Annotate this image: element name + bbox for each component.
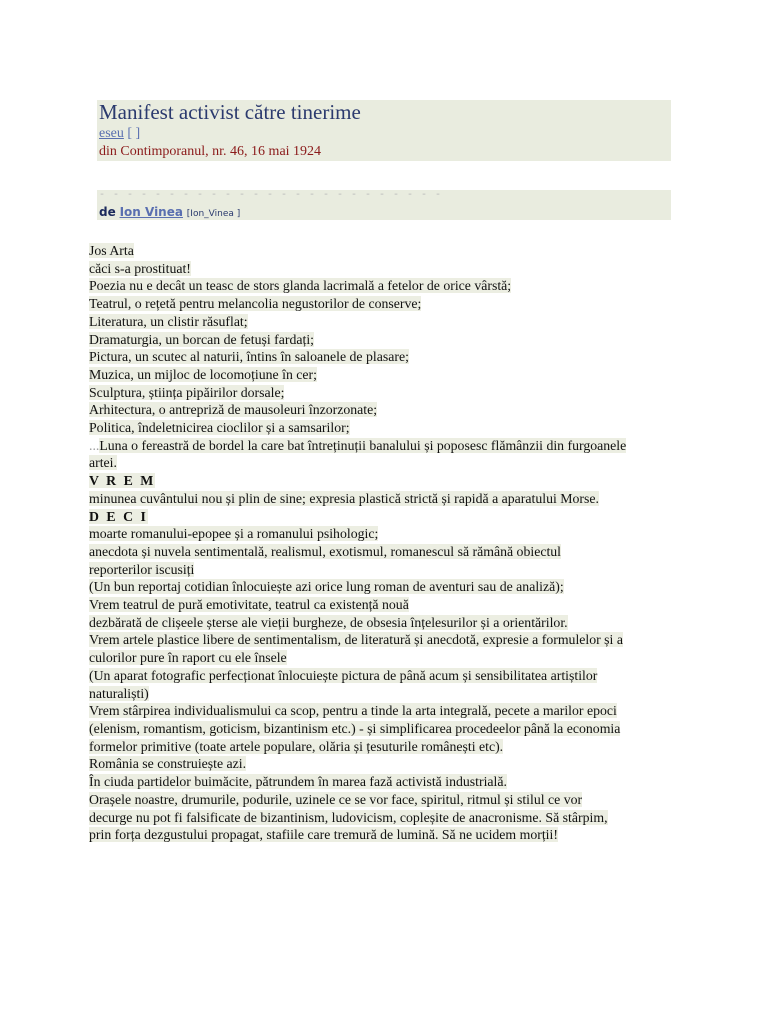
text-line: formelor primitive (toate artele populare, olăria și țesuturile românești etc). [89,738,504,754]
text-line: Pictura, un scutec al naturii, întins în saloanele de plasare; [89,349,409,365]
text-line: anecdota și nuvela sentimentală, realismul, exotismul, romanescul să rămână obiectul [89,543,562,559]
text-line: Poezia nu e decât un teasc de stors glanda lacrimală a fetelor de orice vârstă; [89,278,512,294]
text-line: Vrem artele plastice libere de sentimentalism, de literatură și anecdotă, expresie a formulelor și a [89,632,623,648]
text-line: Muzica, un mijloc de locomoțiune în cer; [89,366,317,382]
text-line: (elenism, romantism, goticism, bizantinism etc.) - și simplificarea procedeelor până la economia [89,720,621,736]
ellipsis-mark: ... [89,437,100,453]
text-line: Politica, îndeletnicirea cioclilor și a samsarilor; [89,420,350,436]
text-line: minunea cuvântului nou și plin de sine; expresia plastică strictă și rapidă a aparatului Morse. [89,490,599,506]
text-line: dezbărată de clișeele șterse ale vieții burgheze, de obsesia înțelesurilor și a orientărilor. [89,614,568,630]
section-heading: V R E M [89,473,156,489]
text-line: (Un aparat fotografic perfecționat înlocuiește pictura de până acum și sensibilitatea artiștilor [89,667,598,683]
text-line: (Un bun reportaj cotidian înlocuiește azi orice lung roman de aventuri sau de analiză); [89,579,564,595]
author-link[interactable]: Ion Vinea [119,205,183,219]
text-line: reporterilor iscusiți [89,561,195,577]
text-line: decurge nu pot fi falsificate de bizantinism, ludovicism, copleșite de anacronisme. Să stârpim, [89,809,608,825]
text-line: prin forța dezgustului propagat, stafiile care tremură de lumină. Să ne ucidem morții! [89,827,558,843]
text-line: Orașele noastre, drumurile, podurile, uzinele ce se vor face, spiritul, ritmul și stilul ce vor [89,791,583,807]
text-line: România se construiește azi. [89,756,247,772]
source-citation: din Contimporanul, nr. 46, 16 mai 1924 [99,144,322,159]
text-line: Jos Arta [89,243,134,258]
text-line: căci s-a prostituat! [89,260,191,276]
text-line: artei. [89,455,117,471]
text-line: Sculptura, știința pipăirilor dorsale; [89,384,285,400]
article-title: Manifest activist către tinerime [99,100,361,124]
author-box [97,190,671,220]
text-line: moarte romanului-epopee și a romanului psihologic; [89,526,379,542]
text-line: În ciuda partidelor buimăcite, pătrundem în marea fază activistă industrială. [89,774,507,790]
genre-bracket: [ ] [127,126,141,141]
section-heading: D E C I [89,508,148,524]
text-line: Vrem teatrul de pură emotivitate, teatrul ca existență nouă [89,597,409,613]
author-tag: [Ion_Vinea ] [186,209,241,219]
text-line: Teatrul, o rețetă pentru melancolia negustorilor de conserve; [89,296,422,312]
genre-link[interactable]: eseu [99,126,124,141]
genre-line [99,126,140,142]
text-line: ...Luna o fereastră de bordel la care bat întreținuții banalului și poposesc flămânzii din furgoanele [89,437,627,453]
text-line: Arhitectura, o antrepriză de mausoleuri înzorzonate; [89,402,378,418]
dashed-separator: - - - - - - - - - - - - - - - - - - - - - - - - - [99,190,443,201]
manifesto-text [89,242,689,844]
byline [99,205,240,219]
text-line: Vrem stârpirea individualismului ca scop, pentru a tinde la arta integrală, pecete a marilor epoci [89,703,617,719]
text-line: Literatura, un clistir răsuflat; [89,313,248,329]
text-line: naturaliști) [89,685,149,701]
article-header [97,100,671,161]
text-line: culorilor pure în raport cu ele însele [89,650,287,666]
text-line: Dramaturgia, un borcan de fetuși fardați; [89,331,315,347]
byline-prefix: de [99,205,116,219]
